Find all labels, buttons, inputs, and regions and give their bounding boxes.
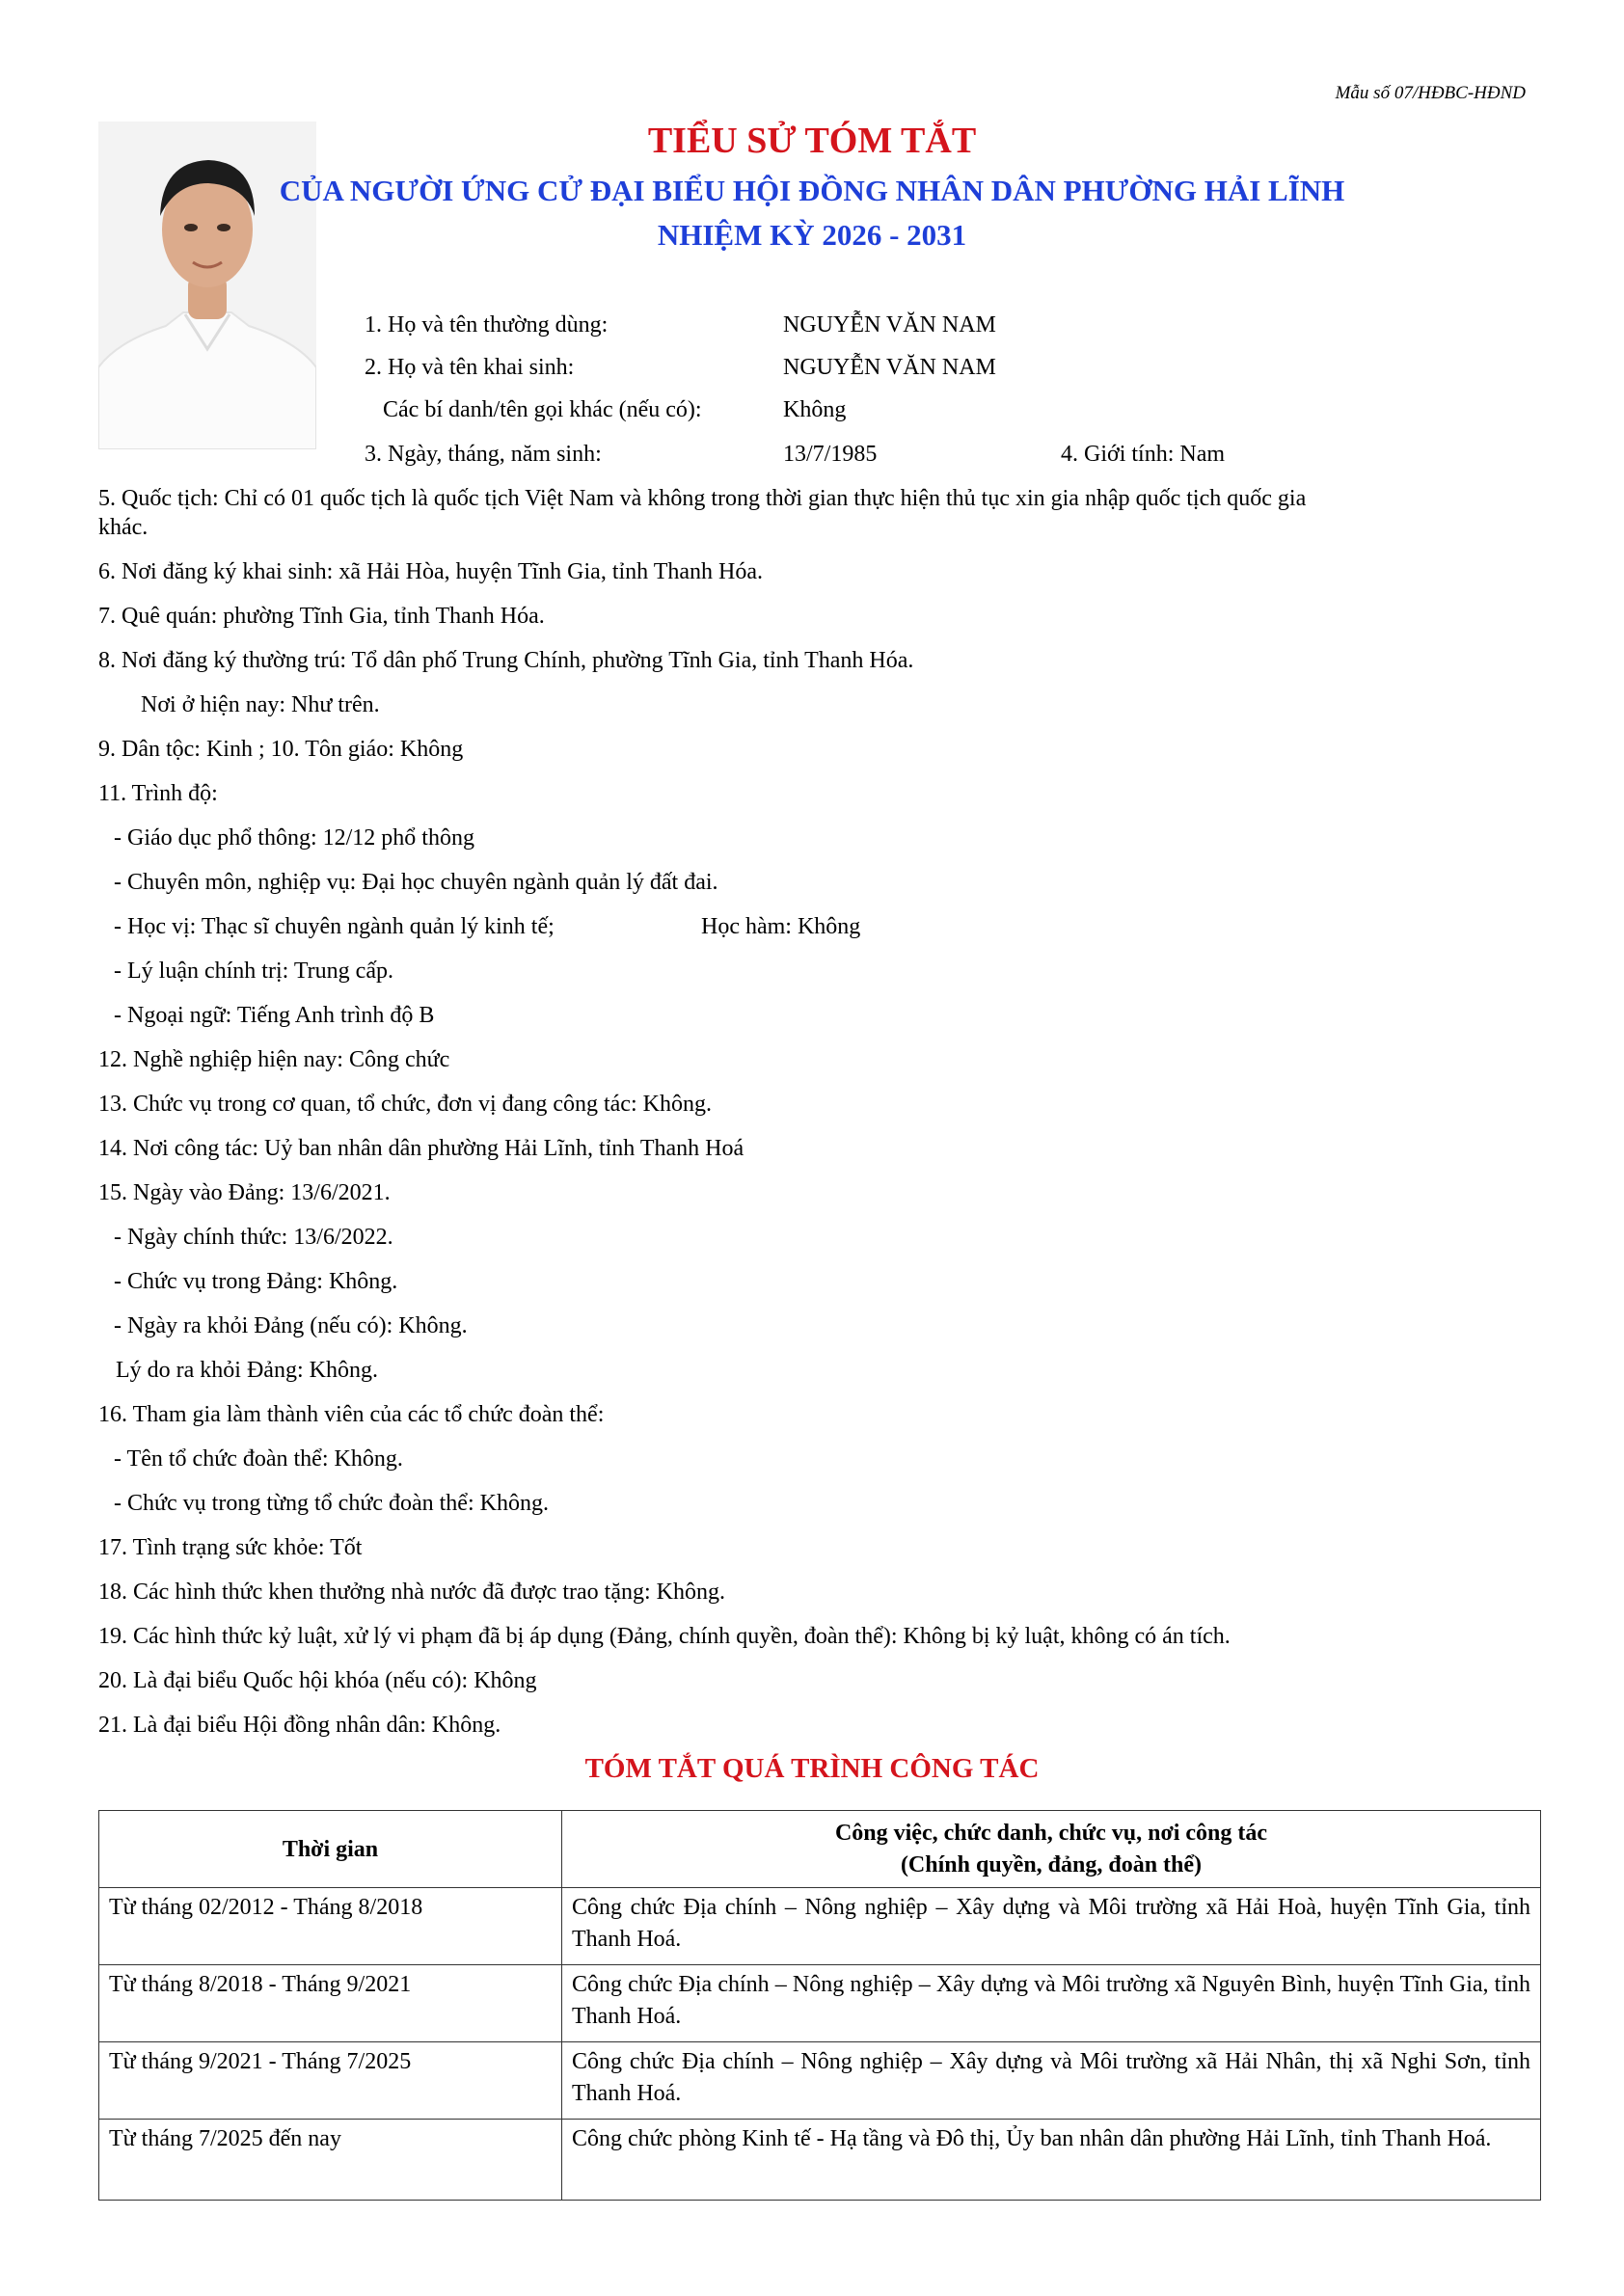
organization-name-line: - Tên tổ chức đoàn thể: Không. — [114, 1446, 403, 1472]
dob-value: 13/7/1985 — [783, 442, 878, 467]
political-theory-line: - Lý luận chính trị: Trung cấp. — [114, 959, 393, 984]
awards-line: 18. Các hình thức khen thưởng nhà nước đã được trao tặng: Không. — [98, 1580, 725, 1605]
portrait-icon — [98, 122, 316, 449]
party-leave-date-line: - Ngày ra khỏi Đảng (nếu có): Không. — [114, 1313, 468, 1338]
academic-title-line: Học hàm: Không — [701, 914, 861, 939]
hometown-line: 7. Quê quán: phường Tĩnh Gia, tỉnh Thanh Hóa. — [98, 604, 545, 629]
aliases-value: Không — [783, 397, 847, 422]
party-leave-reason-line: Lý do ra khỏi Đảng: Không. — [116, 1358, 378, 1383]
occupation-line: 12. Nghề nghiệp hiện nay: Công chức — [98, 1047, 450, 1072]
row-work: Công chức phòng Kinh tế - Hạ tầng và Đô thị, Ủy ban nhân dân phường Hải Lĩnh, tỉnh Thanh Hoá. — [562, 2120, 1541, 2201]
residence-line: 8. Nơi đăng ký thường trú: Tổ dân phố Trung Chính, phường Tĩnh Gia, tỉnh Thanh Hóa. — [98, 648, 914, 673]
workplace-line: 14. Nơi công tác: Uỷ ban nhân dân phường Hải Lĩnh, tỉnh Thanh Hoá — [98, 1136, 744, 1161]
gender-field: 4. Giới tính: Nam — [1061, 442, 1226, 467]
education-heading: 11. Trình độ: — [98, 781, 218, 806]
party-official-line: - Ngày chính thức: 13/6/2022. — [114, 1225, 393, 1250]
ethnicity-religion-line: 9. Dân tộc: Kinh ; 10. Tôn giáo: Không — [98, 737, 464, 762]
document-subtitle: CỦA NGƯỜI ỨNG CỬ ĐẠI BIỂU HỘI ĐỒNG NHÂN DÂN PHƯỜNG HẢI LĨNH — [279, 174, 1345, 207]
general-education-line: - Giáo dục phổ thông: 12/12 phổ thông — [114, 825, 474, 851]
col-work-header-line2: (Chính quyền, đảng, đoàn thể) — [900, 1852, 1203, 1877]
form-number: Mẫu số 07/HĐBC-HĐND — [1335, 83, 1526, 103]
row-work: Công chức Địa chính – Nông nghiệp – Xây dựng và Môi trường xã Hải Nhân, thị xã Nghi Sơn, tỉnh Thanh Hoá. — [562, 2042, 1541, 2120]
peoples-council-line: 21. Là đại biểu Hội đồng nhân dân: Không. — [98, 1713, 501, 1738]
work-history-title: TÓM TẮT QUÁ TRÌNH CÔNG TÁC — [584, 1753, 1040, 1784]
party-position-line: - Chức vụ trong Đảng: Không. — [114, 1269, 398, 1294]
table-row — [99, 2042, 1541, 2120]
birth-name-value: NGUYỄN VĂN NAM — [783, 355, 996, 380]
academic-degree-line: - Học vị: Thạc sĩ chuyên ngành quản lý kinh tế; — [114, 914, 555, 939]
national-assembly-line: 20. Là đại biểu Quốc hội khóa (nếu có): Không — [98, 1668, 537, 1693]
col-time-header: Thời gian — [99, 1811, 562, 1888]
col-work-header — [562, 1811, 1541, 1888]
discipline-line: 19. Các hình thức kỷ luật, xử lý vi phạm đã bị áp dụng (Đảng, chính quyền, đoàn thể): Không bị kỷ luật, không có án tích. — [98, 1624, 1231, 1649]
row-time: Từ tháng 7/2025 đến nay — [99, 2120, 562, 2201]
document-title: TIỂU SỬ TÓM TẮT — [647, 121, 977, 161]
table-row — [99, 1888, 1541, 1965]
birth-registration-line: 6. Nơi đăng ký khai sinh: xã Hải Hòa, huyện Tĩnh Gia, tỉnh Thanh Hóa. — [98, 559, 764, 584]
row-work: Công chức Địa chính – Nông nghiệp – Xây dựng và Môi trường xã Nguyên Bình, huyện Tĩnh Gia, tỉnh Thanh Hoá. — [562, 1965, 1541, 2042]
party-join-line: 15. Ngày vào Đảng: 13/6/2021. — [98, 1180, 391, 1205]
row-time: Từ tháng 8/2018 - Tháng 9/2021 — [99, 1965, 562, 2042]
health-line: 17. Tình trạng sức khỏe: Tốt — [98, 1535, 363, 1560]
table-row — [99, 1965, 1541, 2042]
position-line: 13. Chức vụ trong cơ quan, tổ chức, đơn vị đang công tác: Không. — [98, 1092, 712, 1117]
row-time: Từ tháng 02/2012 - Tháng 8/2018 — [99, 1888, 562, 1965]
col-work-header-line1: Công việc, chức danh, chức vụ, nơi công tác — [834, 1821, 1268, 1846]
table-header-row — [99, 1811, 1541, 1888]
table-row — [99, 2120, 1541, 2201]
organization-position-line: - Chức vụ trong từng tổ chức đoàn thể: Không. — [114, 1491, 549, 1516]
dob-label: 3. Ngày, tháng, năm sinh: — [365, 442, 602, 467]
nationality-line: 5. Quốc tịch: Chỉ có 01 quốc tịch là quốc tịch Việt Nam và không trong thời gian thực hiện thủ tục xin gia nhập quốc tịch quốc gia — [98, 486, 1307, 511]
nationality-line-cont: khác. — [98, 515, 149, 540]
birth-name-label: 2. Họ và tên khai sinh: — [365, 355, 575, 380]
specialization-line: - Chuyên môn, nghiệp vụ: Đại học chuyên ngành quản lý đất đai. — [114, 870, 718, 895]
aliases-label: Các bí danh/tên gọi khác (nếu có): — [383, 397, 702, 422]
document-term: NHIỆM KỲ 2026 - 2031 — [657, 218, 967, 252]
foreign-language-line: - Ngoại ngữ: Tiếng Anh trình độ B — [114, 1003, 435, 1028]
organizations-heading: 16. Tham gia làm thành viên của các tổ chức đoàn thể: — [98, 1402, 605, 1427]
row-time: Từ tháng 9/2021 - Tháng 7/2025 — [99, 2042, 562, 2120]
work-history-table — [98, 1810, 1541, 2201]
common-name-value: NGUYỄN VĂN NAM — [783, 312, 996, 338]
row-work: Công chức Địa chính – Nông nghiệp – Xây dựng và Môi trường xã Hải Hoà, huyện Tĩnh Gia, tỉnh Thanh Hoá. — [562, 1888, 1541, 1965]
current-residence-line: Nơi ở hiện nay: Như trên. — [141, 692, 380, 717]
common-name-label: 1. Họ và tên thường dùng: — [365, 312, 609, 338]
candidate-portrait — [98, 122, 316, 449]
